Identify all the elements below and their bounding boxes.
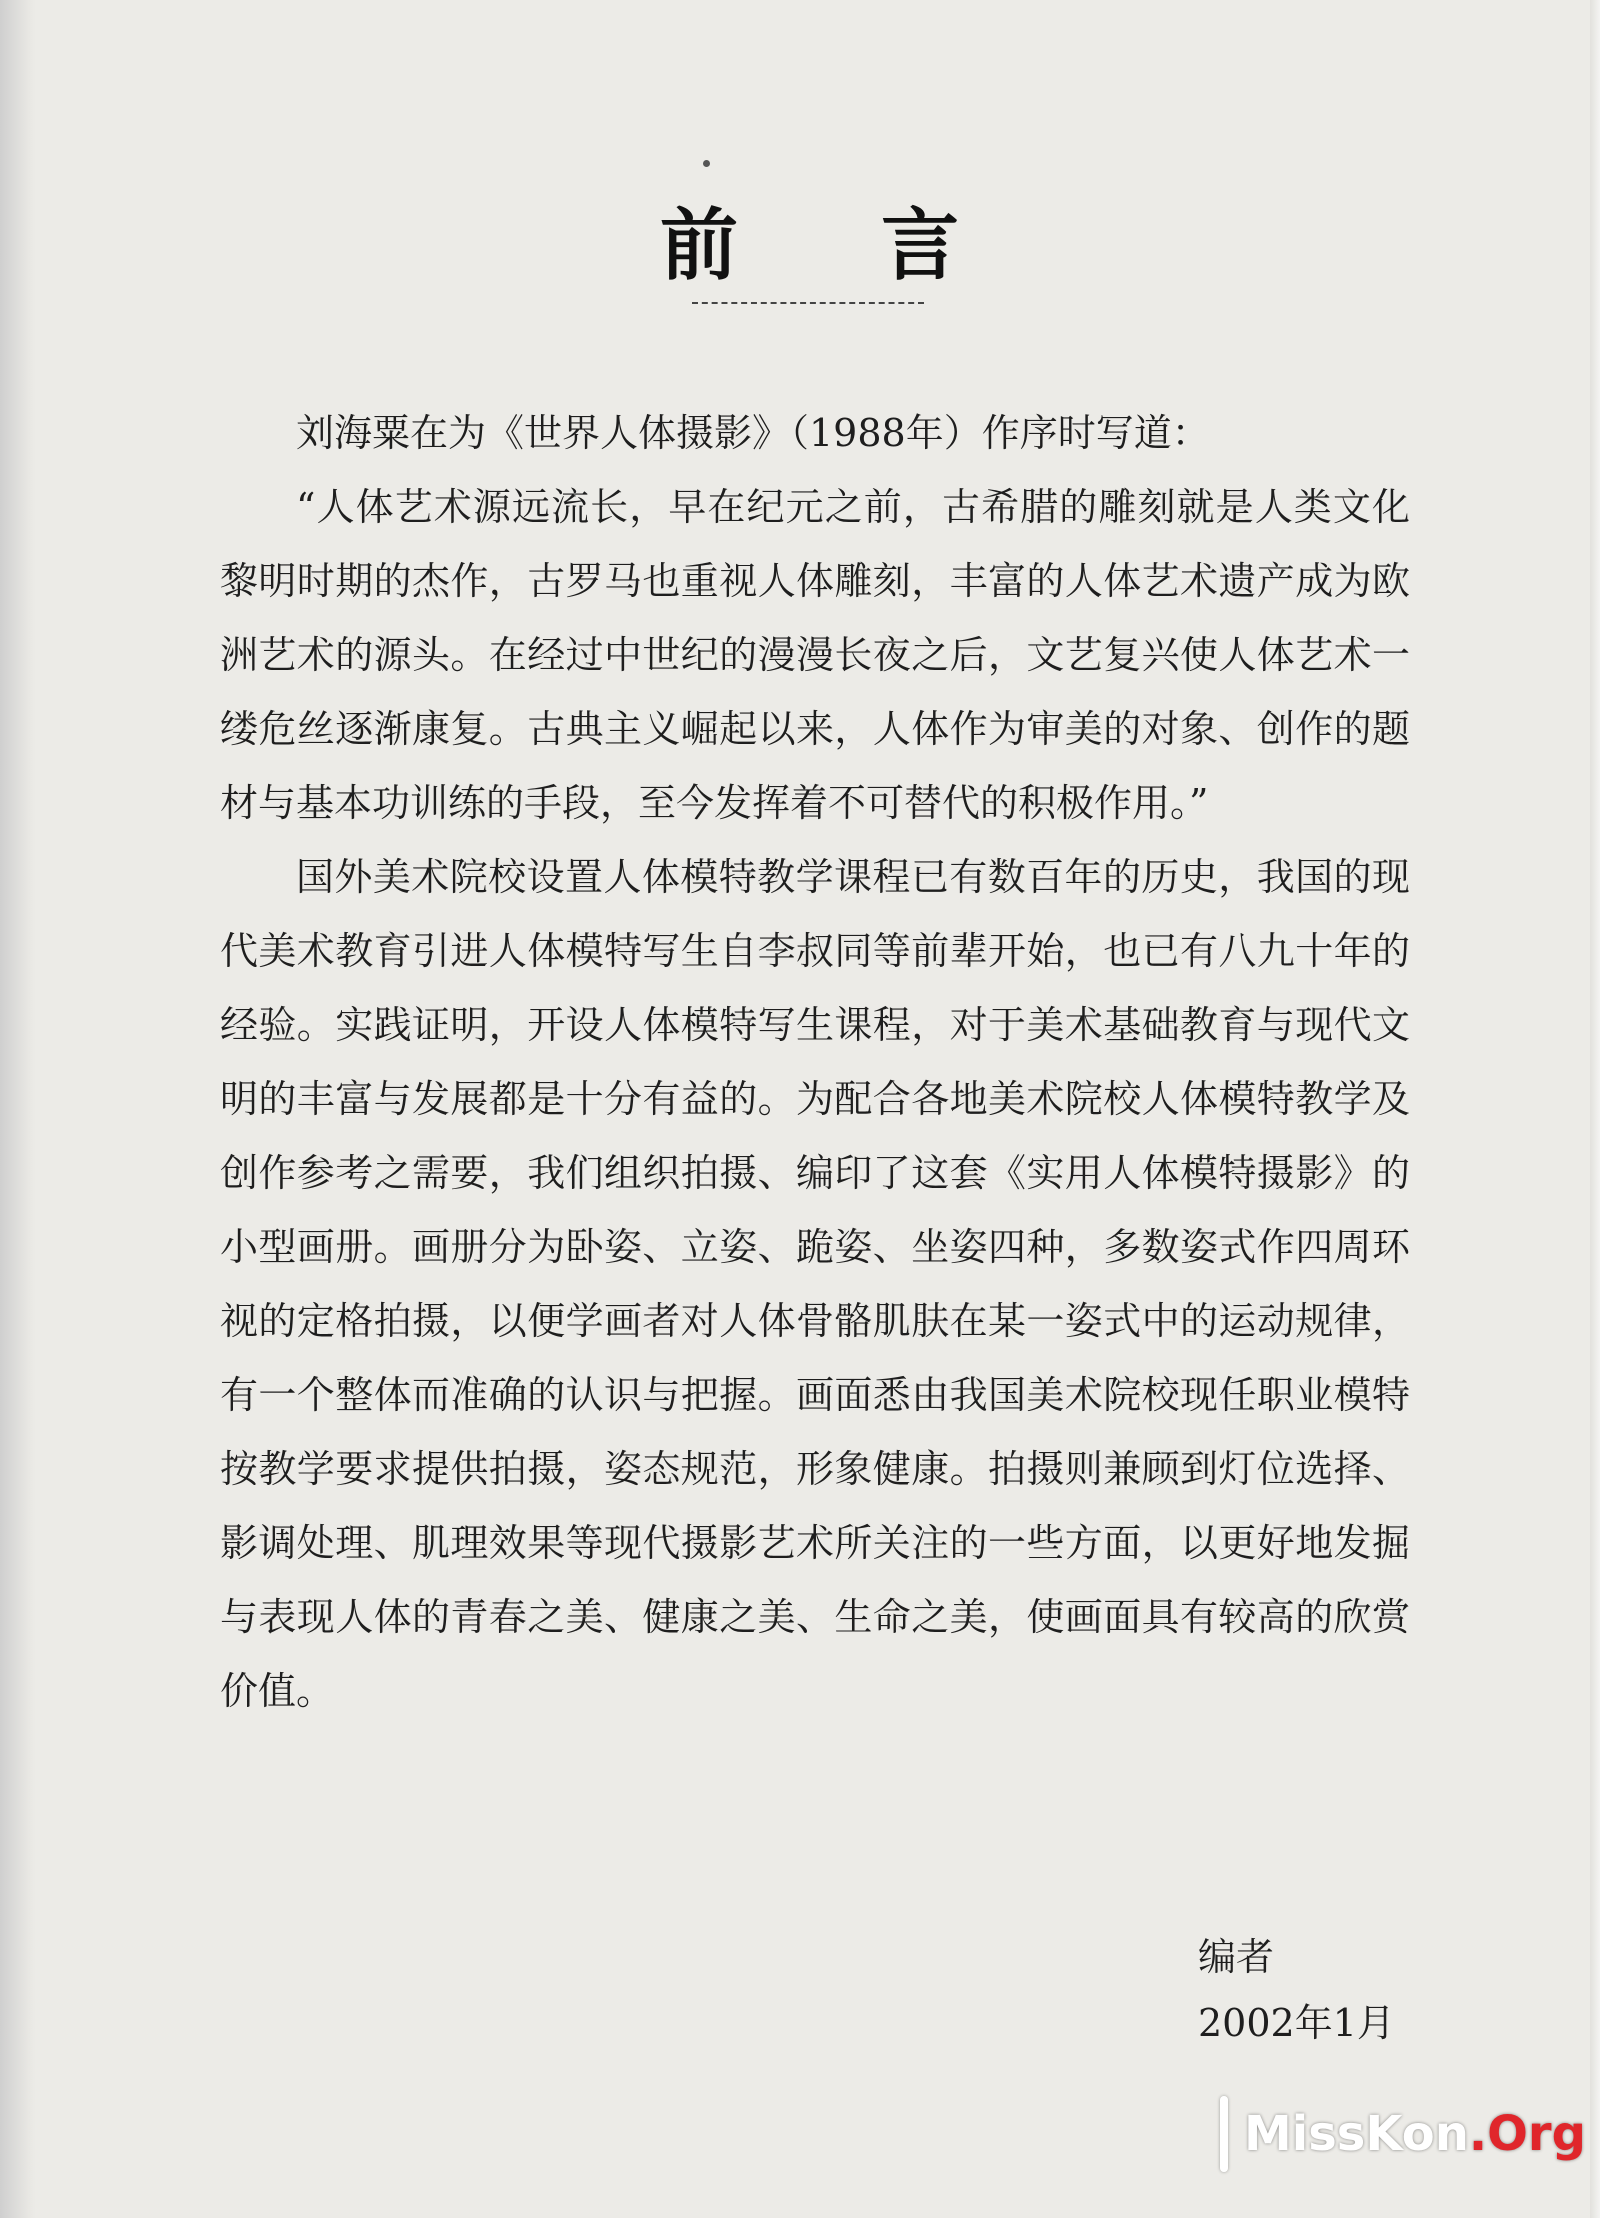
page-edge	[1590, 0, 1600, 2218]
watermark-brand: MissKon	[1244, 2106, 1469, 2162]
paragraph-quote: “人体艺术源远流长，早在纪元之前，古希腊的雕刻就是人类文化黎明时期的杰作，古罗马也重视人体雕刻，丰富的人体艺术遗产成为欧洲艺术的源头。在经过中世纪的漫漫长夜之后，文艺复兴使人体艺术一缕危丝逐渐康复。古典主义崛起以来，人体作为审美的对象、创作的题材与基本功训练的手段，至今发挥着不可替代的积极作用。”	[220, 485, 1410, 825]
paragraph-intro: 刘海粟在为《世界人体摄影》（1988年）作序时写道：	[296, 411, 1210, 455]
title-underline	[692, 302, 924, 304]
watermark-suffix: .Org	[1468, 2106, 1586, 2162]
spine-shadow	[0, 0, 36, 2218]
page-title: 前 言	[660, 201, 1018, 291]
watermark-text	[1244, 2106, 1586, 2162]
watermark-logo-icon	[1220, 2096, 1228, 2172]
signature-author: 编者	[1198, 1935, 1275, 1979]
paragraph-main: 国外美术院校设置人体模特教学课程已有数百年的历史，我国的现代美术教育引进人体模特写生自李叔同等前辈开始，也已有八九十年的经验。实践证明，开设人体模特写生课程，对于美术基础教育与现代文明的丰富与发展都是十分有益的。为配合各地美术院校人体模特教学及创作参考之需要，我们组织拍摄、编印了这套《实用人体模特摄影》的小型画册。画册分为卧姿、立姿、跪姿、坐姿四种，多数姿式作四周环视的定格拍摄，以便学画者对人体骨骼肌肤在某一姿式中的运动规律，有一个整体而准确的认识与把握。画面悉由我国美术院校现任职业模特按教学要求提供拍摄，姿态规范，形象健康。拍摄则兼顾到灯位选择、影调处理、肌理效果等现代摄影艺术所关注的一些方面，以更好地发掘与表现人体的青春之美、健康之美、生命之美，使画面具有较高的欣赏价值。	[220, 855, 1410, 1713]
signature-date: 2002年1月	[1198, 2001, 1395, 2045]
preface-body	[220, 396, 1410, 1728]
watermark	[1220, 2092, 1586, 2176]
signature-block	[1198, 1924, 1395, 2056]
print-speck	[703, 160, 710, 167]
